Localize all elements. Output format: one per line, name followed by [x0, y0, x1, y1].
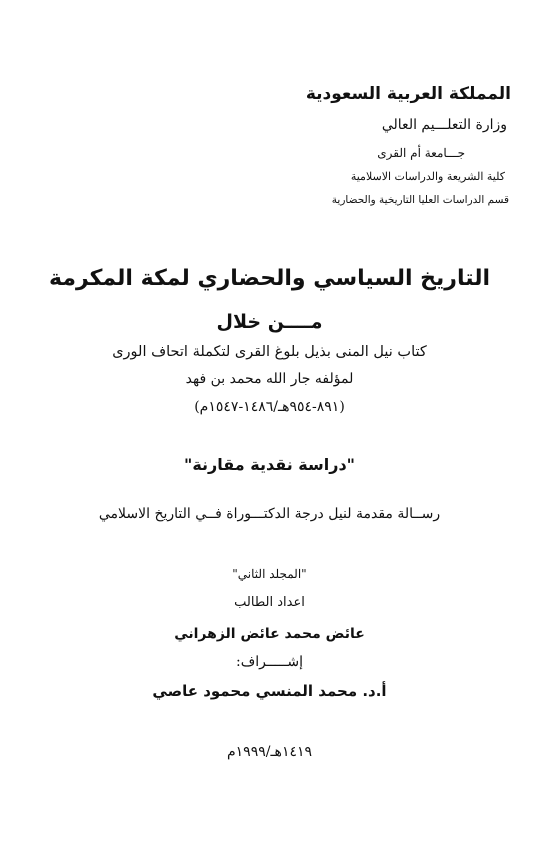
main-title: التاريخ السياسي والحضاري لمكة المكرمة [48, 266, 491, 291]
book-title: كتاب نيل المنى بذيل بلوغ القرى لتكملة اتحاف الورى [112, 344, 427, 360]
volume-label: "المجلد الثاني" [232, 567, 307, 581]
author-dates: (٨٩١-٩٥٤هـ/١٤٨٦-١٥٤٧م) [194, 399, 345, 415]
student-name: عائض محمد عائض الزهراني [174, 626, 365, 642]
book-author: لمؤلفه جار الله محمد بن فهد [185, 371, 354, 387]
college-name: كلية الشريعة والدراسات الاسلامية [350, 170, 505, 183]
supervisor-name: أ.د. محمد المنسي محمود عاصي [152, 682, 387, 700]
supervision-label: إشـــــراف: [236, 654, 303, 670]
publication-year: ١٤١٩هـ/١٩٩٩م [226, 744, 313, 760]
kingdom-name: المملكة العربية السعودية [305, 84, 511, 104]
study-type: "دراسة نقدية مقارنة" [184, 455, 355, 474]
department-name: قسم الدراسات العليا التاريخية والحضارية [331, 194, 509, 206]
university-name: جـــامعة أم القرى [377, 146, 465, 160]
prepared-by-label: اعداد الطالب [234, 595, 305, 610]
title-through: مــــن خلال [216, 311, 323, 333]
thesis-statement: رســالة مقدمة لنيل درجة الدكتـــوراة فــي التاريخ الاسلامي [98, 506, 441, 522]
ministry-name: وزارة التعلـــيم العالي [381, 117, 507, 133]
